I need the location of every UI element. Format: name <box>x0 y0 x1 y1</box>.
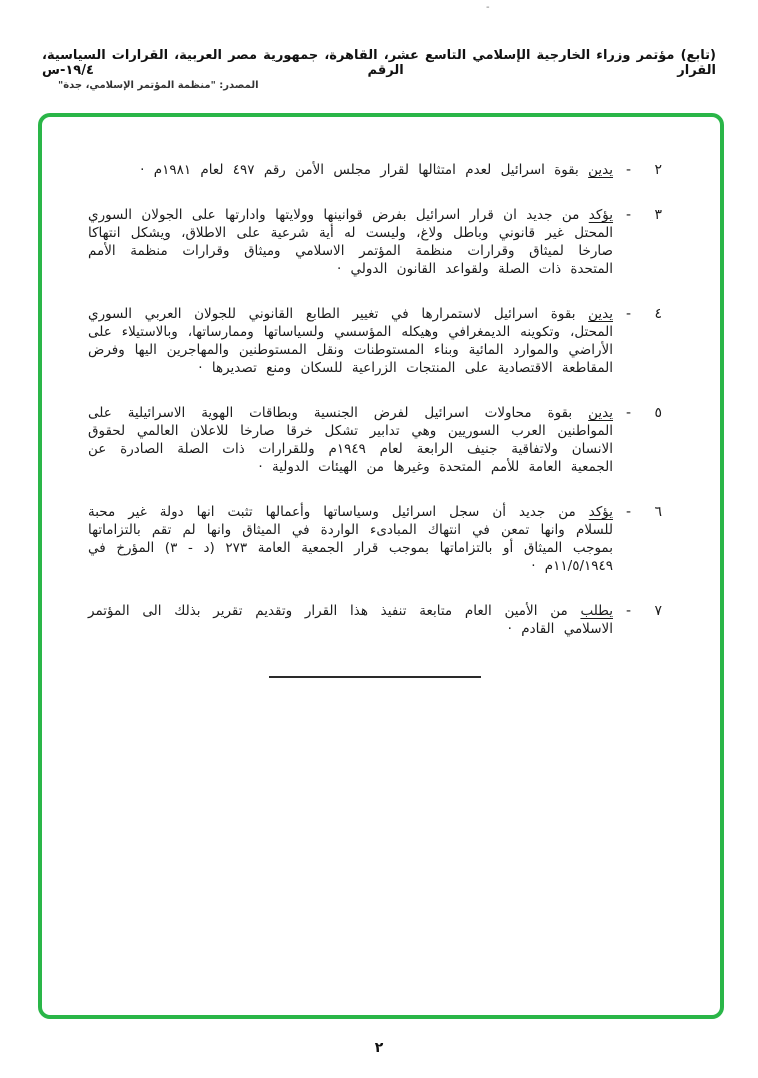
document-source-line: المصدر: "منظمة المؤتمر الإسلامي، جدة" <box>58 80 259 91</box>
item-marker <box>626 305 662 377</box>
item-number: ٦ <box>654 504 662 520</box>
item-number: ٤ <box>654 306 662 322</box>
item-body-text: من جديد أن سجل اسرائيل وسياساتها وأعمالها تثبت انها دولة غير محبة للسلام وانها تمعن في انتهاك المبادىء الواردة في الميثاق وانها لم تقم بالتزاماتها بموجب الميثاق أو بالتزاماتها بموجب قرار الجمعية العامة ٢٧٣ (د - ٣) المؤرخ في ١١/٥/١٩٤٩م · <box>88 504 613 574</box>
item-text <box>88 305 613 377</box>
item-lead-underlined: يطلب <box>580 603 613 619</box>
item-text <box>88 503 613 575</box>
item-body-text: بقوة اسرائيل لعدم امتثالها لقرار مجلس الأمن رقم ٤٩٧ لعام ١٩٨١م · <box>140 162 579 178</box>
resolution-item <box>88 206 662 278</box>
item-marker <box>626 602 662 638</box>
item-dash: - <box>626 504 632 520</box>
resolution-item <box>88 161 662 179</box>
page-number: ٢ <box>374 1040 384 1056</box>
item-marker <box>626 503 662 575</box>
item-number: ٧ <box>654 603 662 619</box>
green-border-frame <box>38 113 724 1019</box>
resolution-item <box>88 305 662 377</box>
item-dash: - <box>626 603 632 619</box>
scan-artifact-mark: - <box>486 2 490 13</box>
item-text <box>88 161 613 179</box>
item-text <box>88 404 613 476</box>
item-lead-underlined: يدين <box>588 405 613 421</box>
item-number: ٣ <box>654 207 662 223</box>
resolution-item <box>88 404 662 476</box>
item-marker <box>626 404 662 476</box>
separator-line <box>269 676 481 678</box>
item-lead-underlined: يدين <box>588 162 613 178</box>
item-body-text: بقوة اسرائيل لاستمرارها في تغيير الطابع القانوني للجولان العربي السوري المحتل، وتكوينه الديمغرافي وهيكله المؤسسي ولسياساتها وممارساتها، وبالاستيلاء على الأراضي والموارد المائية وبناء المستوطنات ونقل المستوطنين والمهاجرين اليها وفرض المقاطعة الاقتصادية على المنتجات الزراعية للسكان ومنع تصديرها · <box>88 306 613 376</box>
item-dash: - <box>626 405 632 421</box>
item-lead-underlined: يؤكد <box>588 504 613 520</box>
document-header-title: (تابع) مؤتمر وزراء الخارجية الإسلامي التاسع عشر، القاهرة، جمهورية مصر العربية، القرارات السياسية، القرار الرقم ١٩/٤-س <box>42 48 716 78</box>
item-dash: - <box>626 162 632 178</box>
item-lead-underlined: يؤكد <box>588 207 614 223</box>
item-text <box>88 206 613 278</box>
item-number: ٢ <box>654 162 662 178</box>
item-marker <box>626 206 662 278</box>
resolution-item <box>88 503 662 575</box>
item-text <box>88 602 613 638</box>
item-body-text: بقوة محاولات اسرائيل لفرض الجنسية وبطاقات الهوية الاسرائيلية على المواطنين العرب السوريين وهي تدابير تشكل خرقا صارخا للاعلان العالمي لحقوق الانسان ولاتفاقية جنيف الرابعة لعام ١٩٤٩م وللقرارات ذات الصلة الصادرة عن الجمعية العامة للأمم المتحدة وغيرها من الهيئات الدولية · <box>88 405 613 475</box>
item-dash: - <box>626 306 632 322</box>
item-number: ٥ <box>654 405 662 421</box>
item-marker <box>626 161 662 179</box>
resolution-item <box>88 602 662 638</box>
item-dash: - <box>626 207 632 223</box>
item-body-text: من جديد ان قرار اسرائيل بفرض قوانينها وولايتها وادارتها على الجولان السوري المحتل غير قانوني وباطل ولاغ، وليست له أية شرعية على الاطلاق، ويشكل انتهاكا صارخا لميثاق وقرارات منظمة المؤتمر الاسلامي وميثاق وقرارات منظمة الأمم المتحدة ذات الصلة ولقواعد القانون الدولي · <box>88 207 613 277</box>
item-body-text: من الأمين العام متابعة تنفيذ هذا القرار وتقديم تقرير بذلك الى المؤتمر الاسلامي القادم · <box>88 603 613 637</box>
item-lead-underlined: يدين <box>588 306 613 322</box>
